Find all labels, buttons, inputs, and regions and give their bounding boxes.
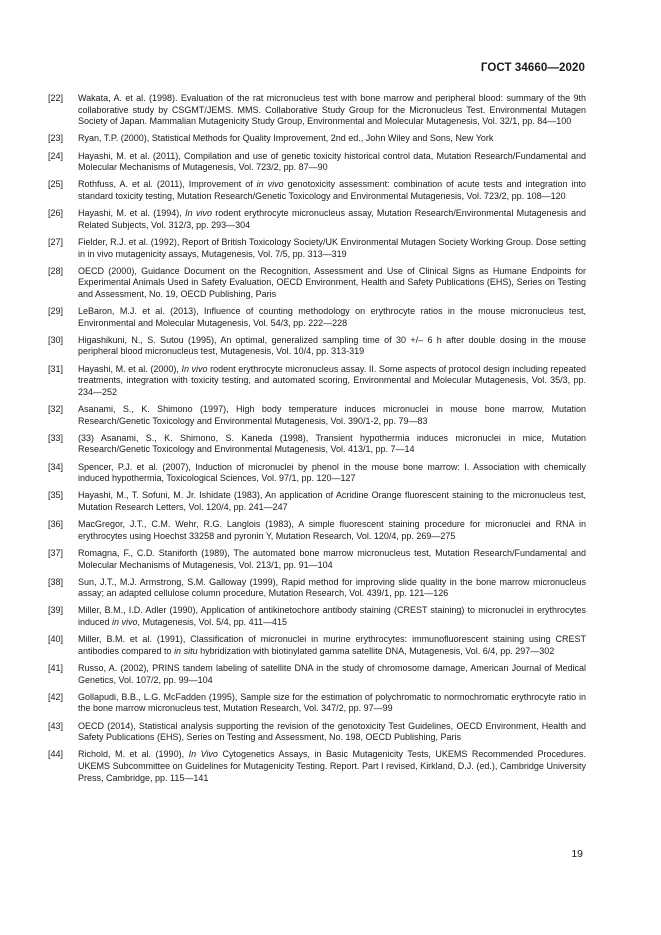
reference-text-part: , Mutagenesis, Vol. 5/4, pp. 411—415 <box>137 617 287 628</box>
reference-text: Romagna, F., C.D. Staniforth (1989), The automated bone marrow micronucleus test, Mutation Research/Fundamental and Molecular Mechanisms of Mutagenesis, Vol. 213/1, pp. 91—104 <box>78 547 586 570</box>
reference-text-part: Cytogenetics Assays, in Basic Mutagenicity Tests, UKEMS Recommended Procedures. UKEMS Subcommittee on Guidelines for Mutagenicity Testing. Report. Part I revised, Kirkland, D.J. (ed.), Cambridge University Press, Cambridge, pp. 115—141 <box>78 749 586 783</box>
page-header-standard-code: ГОСТ 34660—2020 <box>480 62 585 74</box>
reference-item <box>48 133 586 145</box>
reference-item <box>48 335 586 358</box>
reference-text: Ryan, T.P. (2000), Statistical Methods for Quality Improvement, 2nd ed., John Wiley and Sons, New York <box>78 133 494 144</box>
reference-item <box>48 237 586 260</box>
reference-text-part: Hayashi, M. et al. (1994), <box>78 208 186 219</box>
reference-item <box>48 93 586 128</box>
reference-number: [28] <box>48 265 64 276</box>
reference-italic-term: In Vivo <box>188 749 218 760</box>
reference-number: [34] <box>48 461 64 472</box>
reference-number: [44] <box>48 749 64 760</box>
reference-italic-term: in vivo <box>256 179 284 190</box>
reference-text: Fielder, R.J. et al. (1992), Report of British Toxicology Society/UK Environmental Mutagen Society Working Group. Dose setting in in vivo mutagenicity assays, Mutagenesis, Vol. 7/5, pp. 313—319 <box>78 236 586 259</box>
reference-text-part: Rothfuss, A. et al. (2011), Improvement of <box>78 179 257 190</box>
reference-item <box>48 721 586 744</box>
reference-item <box>48 151 586 174</box>
reference-item <box>48 490 586 513</box>
reference-number: [41] <box>48 663 64 674</box>
reference-text <box>78 634 586 657</box>
reference-text: Wakata, A. et al. (1998). Evaluation of the rat micronucleus test with bone marrow and peripheral blood: summary of the 9th collaborative study by CSGMT/JEMS. MMS. Collaborative Study Group for the Micronucleus Test. Environmental Mutagen Society of Japan. Mammalian Mutagenicity Study Group, Environmental and Molecular Mutagenesis, Vol. 32/1, pp. 84—100 <box>78 93 586 127</box>
reference-text: MacGregor, J.T., C.M. Wehr, R.G. Langlois (1983), A simple fluorescent staining procedure for micronuclei and RNA in erythrocytes using Hoechst 33258 and pyronin Y, Mutation Research, Vol. 120/4, pp. 269—275 <box>78 519 586 541</box>
reference-text <box>78 179 586 202</box>
reference-text-part: Hayashi, M. et al. (2000), <box>78 363 182 374</box>
reference-item <box>48 306 586 329</box>
reference-italic-term: In vivo <box>181 363 208 374</box>
reference-number: [25] <box>48 179 64 190</box>
reference-number: [27] <box>48 236 64 247</box>
reference-text-part: Miller, B.M. et al. (1991), Classification of micronuclei in murine erythrocytes: immunofluorescent staining using CREST antibodies compared to <box>78 634 586 656</box>
reference-number: [24] <box>48 150 64 161</box>
reference-item <box>48 663 586 686</box>
reference-item <box>48 364 586 399</box>
reference-text: OECD (2014), Statistical analysis supporting the revision of the genotoxicity Test Guidelines, OECD Environment, Health and Safety Publications (EHS), Series on Testing and Assessment, No. 198, OECD Publishing, Paris <box>78 720 586 743</box>
reference-item <box>48 634 586 657</box>
reference-item <box>48 548 586 571</box>
reference-number: [40] <box>48 634 64 645</box>
reference-text-part: Miller, B.M., I.D. Adler (1990), Application of antikinetochore antibody staining (CREST staining) to micronuclei in erythrocytes induced <box>78 605 586 628</box>
reference-text: Gollapudi, B.B., L.G. McFadden (1995), Sample size for the estimation of polychromatic to normochromatic erythrocyte ratio in the bone marrow micronucleus test, Mutation Research, Vol. 347/2, pp. 97—99 <box>78 691 586 714</box>
reference-text: Hayashi, M., T. Sofuni, M. Jr. Ishidate (1983), An application of Acridine Orange fluorescent staining to the micronucleus test, Mutation Research Letters, Vol. 120/4, pp. 241—247 <box>78 490 586 512</box>
reference-item <box>48 692 586 715</box>
reference-item <box>48 519 586 542</box>
reference-number: [31] <box>48 363 64 374</box>
reference-text: Sun, J.T., M.J. Armstrong, S.M. Galloway (1999), Rapid method for improving slide quality in the bone marrow micronucleus assay; an adapted cellulose column procedure, Mutation Research, Vol. 439/1, pp. 121—126 <box>78 576 586 599</box>
reference-number: [39] <box>48 605 64 616</box>
reference-number: [37] <box>48 547 64 558</box>
reference-number: [35] <box>48 490 64 501</box>
reference-item <box>48 577 586 600</box>
reference-text-part: hybridization with biotinylated gamma satellite DNA, Mutagenesis, Vol. 6/4, pp. 297—302 <box>197 645 555 656</box>
reference-number: [42] <box>48 691 64 702</box>
reference-text: Higashikuni, N., S. Sutou (1995), An optimal, generalized sampling time of 30 +/– 6 h after double dosing in the mouse peripheral blood micronucleus test, Mutagenesis, Vol. 10/4, pp. 313-319 <box>78 334 586 357</box>
reference-number: [43] <box>48 720 64 731</box>
reference-number: [30] <box>48 334 64 345</box>
reference-text <box>78 208 586 231</box>
reference-text: OECD (2000), Guidance Document on the Recognition, Assessment and Use of Clinical Signs as Humane Endpoints for Experimental Animals Used in Safety Evaluation, OECD Environment, Health and Safety Publications (EHS), Series on Testing and Assessment, No. 19, OECD Publishing, Paris <box>78 265 586 299</box>
reference-item <box>48 749 586 784</box>
reference-text-part: rodent erythrocyte micronucleus assay. II. Some aspects of protocol design including repeated treatments, integration with toxicity testing, and automated scoring, Environmental and Molecular Mutagenesis, Vol. 35/3, pp. 234—252 <box>78 363 586 397</box>
reference-item <box>48 208 586 231</box>
reference-number: [23] <box>48 133 64 144</box>
reference-number: [33] <box>48 432 64 443</box>
reference-text <box>78 605 586 628</box>
reference-text: Russo, A. (2002), PRINS tandem labeling of satellite DNA in the study of chromosome damage, American Journal of Medical Genetics, Vol. 107/2, pp. 99—104 <box>78 663 586 685</box>
reference-text: Spencer, P.J. et al. (2007), Induction of micronuclei by phenol in the mouse bone marrow: I. Association with chemically induced hypothermia, Toxicological Sciences, Vol. 97/1, pp. 120—127 <box>78 461 586 484</box>
reference-item <box>48 266 586 301</box>
reference-number: [29] <box>48 306 64 317</box>
reference-italic-term: in vivo <box>112 617 138 628</box>
reference-text-part: genotoxicity assessment: combination of acute tests and integration into standard toxicity testing, Mutation Research/Genetic Toxicology and Environmental Mutagenesis, Vol. 723/2, pp. 108—120 <box>78 179 586 201</box>
page-number: 19 <box>571 848 583 860</box>
reference-text: Hayashi, M. et al. (2011), Compilation and use of genetic toxicity historical control data, Mutation Research/Fundamental and Molecular Mechanisms of Mutagenesis, Vol. 723/2, pp. 87—90 <box>78 150 586 173</box>
reference-text-part: Richold, M. et al. (1990), <box>78 749 189 760</box>
reference-italic-term: In vivo <box>185 208 212 219</box>
reference-item <box>48 433 586 456</box>
reference-item <box>48 605 586 628</box>
reference-text: Asanami, S., K. Shimono (1997), High body temperature induces micronuclei in mouse bone marrow, Mutation Research/Genetic Toxicology and Environmental Mutagenesis, Vol. 390/1-2, pp. 79—83 <box>78 404 586 426</box>
reference-item <box>48 462 586 485</box>
reference-number: [36] <box>48 519 64 530</box>
reference-number: [32] <box>48 404 64 414</box>
reference-item <box>48 179 586 202</box>
reference-text <box>78 364 586 399</box>
reference-list <box>48 93 586 790</box>
reference-text: LeBaron, M.J. et al. (2013), Influence of counting methodology on erythrocyte ratios in the mouse micronucleus test, Environmental and Molecular Mutagenesis, Vol. 54/3, pp. 222—228 <box>78 306 586 328</box>
reference-number: [38] <box>48 576 64 587</box>
reference-text: (33) Asanami, S., K. Shimono, S. Kaneda (1998), Transient hypothermia induces micronuclei in mice, Mutation Research/Genetic Toxicology and Environmental Mutagenesis, Vol. 413/1, pp. 7—14 <box>78 432 586 455</box>
reference-item <box>48 404 586 427</box>
reference-number: [26] <box>48 208 64 219</box>
reference-number: [22] <box>48 93 64 103</box>
reference-text-part: rodent erythrocyte micronucleus assay, Mutation Research/Environmental Mutagenesis and Related Subjects, Vol. 312/3, pp. 293—304 <box>78 208 586 230</box>
reference-italic-term: in situ <box>174 645 198 656</box>
reference-text <box>78 749 586 784</box>
